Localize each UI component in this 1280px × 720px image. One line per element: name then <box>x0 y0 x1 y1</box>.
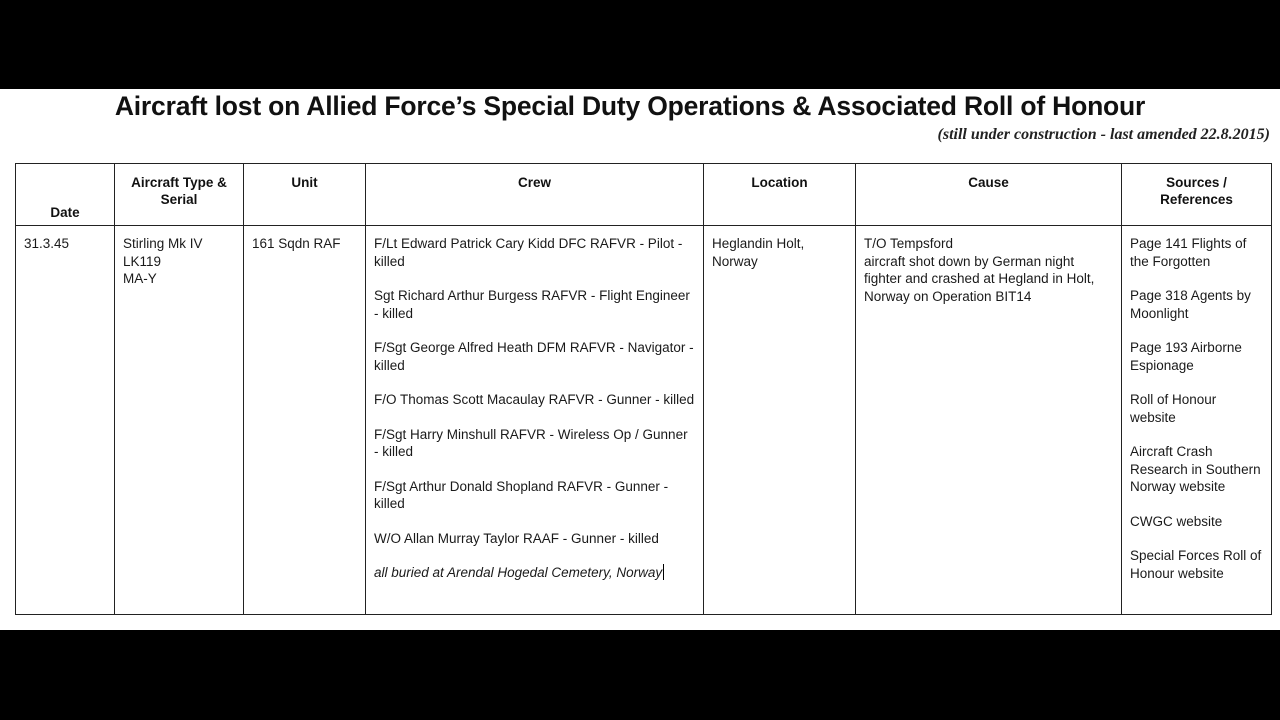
header-sources: Sources / References <box>1122 164 1272 226</box>
crew-member: F/O Thomas Scott Macaulay RAFVR - Gunner - killed <box>374 392 695 407</box>
crew-member: F/Lt Edward Patrick Cary Kidd DFC RAFVR - Pilot - killed <box>374 236 683 269</box>
cell-aircraft <box>115 226 244 615</box>
crew-member: Sgt Richard Arthur Burgess RAFVR - Flight Engineer - killed <box>374 288 690 321</box>
crew-member: W/O Allan Murray Taylor RAAF - Gunner - killed <box>374 530 659 546</box>
header-unit: Unit <box>244 164 366 226</box>
header-location: Location <box>704 164 856 226</box>
source-item: Page 193 Airborne Espionage <box>1130 340 1242 373</box>
crew-member: F/Sgt Harry Minshull RAFVR - Wireless Op / Gunner - killed <box>374 426 688 459</box>
document-page <box>0 89 1280 630</box>
source-item: Page 318 Agents by Moonlight <box>1130 288 1251 321</box>
text-cursor <box>663 564 664 580</box>
cell-date <box>16 226 115 615</box>
header-date: Date <box>16 164 115 226</box>
page-subtitle: (still under construction - last amended 22.8.2015) <box>937 126 1270 143</box>
source-item: Aircraft Crash Research in Southern Norway website <box>1130 444 1261 494</box>
table-row <box>16 226 1272 615</box>
source-item: Roll of Honour website <box>1130 392 1217 425</box>
source-item: Special Forces Roll of Honour website <box>1130 548 1262 581</box>
aircraft-code: MA-Y <box>123 271 157 286</box>
aircraft-serial: LK119 <box>123 253 162 269</box>
header-cause: Cause <box>856 164 1122 226</box>
cell-cause <box>856 226 1122 615</box>
table-header-row <box>16 164 1272 226</box>
header-aircraft: Aircraft Type & Serial <box>115 164 244 226</box>
cause-description: aircraft shot down by German night fighter and crashed at Hegland in Holt, Norway on Operation BIT14 <box>864 253 1095 304</box>
header-crew: Crew <box>366 164 704 226</box>
burial-note-text: all buried at Arendal Hogedal Cemetery, Norway <box>374 565 663 580</box>
location-text: Heglandin Holt, Norway <box>712 236 805 269</box>
crew-member: F/Sgt Arthur Donald Shopland RAFVR - Gunner - killed <box>374 478 669 511</box>
burial-note <box>374 564 695 582</box>
cell-location <box>704 226 856 615</box>
page-title: Aircraft lost on Allied Force’s Special Duty Operations & Associated Roll of Honour <box>114 91 1146 121</box>
cause-takeoff: T/O Tempsford <box>864 236 954 251</box>
source-item: CWGC website <box>1130 513 1223 529</box>
cell-crew[interactable] <box>366 226 704 615</box>
cell-sources <box>1122 226 1272 615</box>
cell-unit <box>244 226 366 615</box>
source-item: Page 141 Flights of the Forgotten <box>1130 236 1247 269</box>
date-text: 31.3.45 <box>24 236 70 251</box>
unit-text: 161 Sqdn RAF <box>252 236 341 251</box>
aircraft-type: Stirling Mk IV <box>123 236 203 251</box>
roll-of-honour-table <box>15 163 1272 615</box>
crew-member: F/Sgt George Alfred Heath DFM RAFVR - Navigator - killed <box>374 340 694 373</box>
